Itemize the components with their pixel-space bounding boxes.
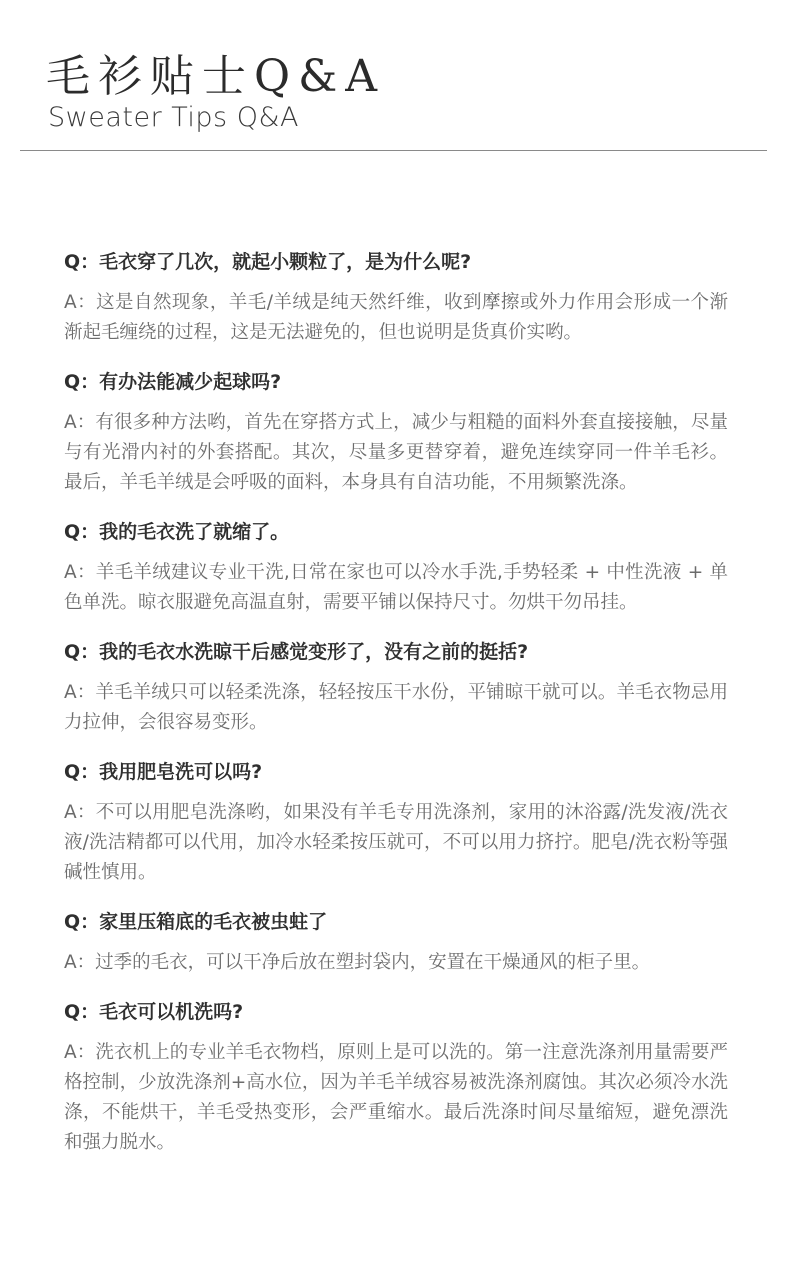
faq-item xyxy=(64,366,728,498)
faq-question: Q：我的毛衣洗了就缩了。 xyxy=(64,521,290,543)
page-subtitle: Sweater Tips Q&A xyxy=(48,102,299,133)
faq-item xyxy=(64,906,728,978)
faq-item xyxy=(64,756,728,888)
faq-answer: A：羊毛羊绒建议专业干洗,日常在家也可以冷水手洗,手势轻柔 + 中性洗液 + 单色单洗。晾衣服避免高温直射，需要平铺以保持尺寸。勿烘干勿吊挂。 xyxy=(64,562,728,613)
faq-item xyxy=(64,516,728,618)
faq-question: Q：家里压箱底的毛衣被虫蛀了 xyxy=(64,911,328,933)
faq-question: Q：毛衣穿了几次，就起小颗粒了，是为什么呢? xyxy=(64,251,472,273)
page-title: 毛衫贴士Q&A xyxy=(46,51,386,102)
header-divider xyxy=(20,150,767,151)
faq-item xyxy=(64,246,728,348)
faq-answer: A：羊毛羊绒只可以轻柔洗涤，轻轻按压干水份，平铺晾干就可以。羊毛衣物忌用力拉伸，会很容易变形。 xyxy=(64,682,728,733)
faq-list xyxy=(64,246,728,1176)
faq-question: Q：有办法能减少起球吗? xyxy=(64,371,282,393)
faq-answer: A：有很多种方法哟，首先在穿搭方式上，减少与粗糙的面料外套直接接触，尽量与有光滑内衬的外套搭配。其次，尽量多更替穿着，避免连续穿同一件羊毛衫。最后，羊毛羊绒是会呼吸的面料，本身具有自洁功能，不用频繁洗涤。 xyxy=(64,412,728,493)
faq-answer: A：不可以用肥皂洗涤哟，如果没有羊毛专用洗涤剂，家用的沐浴露/洗发液/洗衣液/洗洁精都可以代用，加冷水轻柔按压就可，不可以用力挤拧。肥皂/洗衣粉等强碱性慎用。 xyxy=(64,802,728,883)
faq-answer: A：这是自然现象，羊毛/羊绒是纯天然纤维，收到摩擦或外力作用会形成一个渐渐起毛缠绕的过程，这是无法避免的，但也说明是货真价实哟。 xyxy=(64,292,728,343)
faq-item xyxy=(64,636,728,738)
faq-question: Q：我的毛衣水洗晾干后感觉变形了，没有之前的挺括? xyxy=(64,641,529,663)
faq-answer: A：过季的毛衣，可以干净后放在塑封袋内，安置在干燥通风的柜子里。 xyxy=(64,952,651,973)
faq-answer: A：洗衣机上的专业羊毛衣物档，原则上是可以洗的。第一注意洗涤剂用量需要严格控制，少放洗涤剂+高水位，因为羊毛羊绒容易被洗涤剂腐蚀。其次必须冷水洗涤，不能烘干，羊毛受热变形，会严重缩水。最后洗涤时间尽量缩短，避免漂洗和强力脱水。 xyxy=(64,1042,728,1153)
page-header xyxy=(0,0,790,152)
faq-item xyxy=(64,996,728,1158)
faq-question: Q：毛衣可以机洗吗? xyxy=(64,1001,244,1023)
faq-question: Q：我用肥皂洗可以吗? xyxy=(64,761,263,783)
